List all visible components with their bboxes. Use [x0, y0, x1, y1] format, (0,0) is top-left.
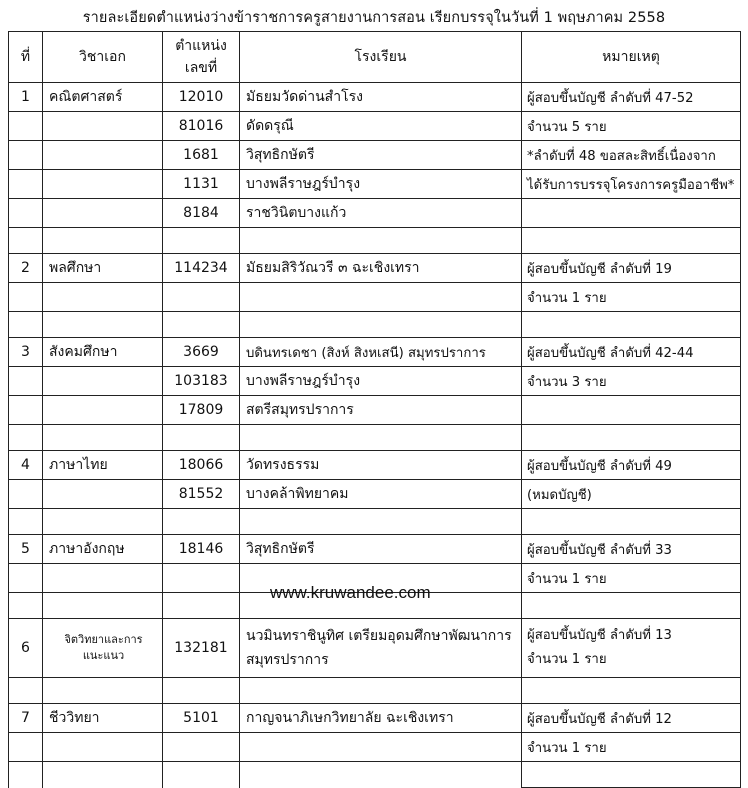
row-position — [163, 733, 240, 762]
row-position: 5101 — [163, 704, 240, 733]
row-remark: จำนวน 5 ราย — [522, 112, 741, 141]
row-remark: ได้รับการบรรจุโครงการครูมืออาชีพ* — [522, 170, 741, 199]
row-major: จิตวิทยาและการแนะแนว — [43, 619, 163, 678]
table-row — [9, 112, 741, 141]
row-no — [9, 141, 43, 170]
row-major — [43, 396, 163, 425]
row-position: 103183 — [163, 367, 240, 396]
row-major — [43, 283, 163, 312]
row-position: 3669 — [163, 338, 240, 367]
spacer-row — [9, 312, 741, 338]
document-title: รายละเอียดตำแหน่งว่างข้าราชการครูสายงานการสอน เรียกบรรจุในวันที่ 1 พฤษภาคม 2558 — [82, 10, 666, 26]
spacer-row — [9, 678, 741, 704]
row-no: 3 — [9, 338, 43, 367]
table-row — [9, 396, 741, 425]
header-position-line1: ตำแหน่ง — [175, 38, 227, 54]
table-row — [9, 83, 741, 112]
row-position — [163, 283, 240, 312]
row-no — [9, 199, 43, 228]
row-remark: (หมดบัญชี) — [522, 480, 741, 509]
row-school — [240, 283, 522, 312]
row-no — [9, 480, 43, 509]
row-major — [43, 170, 163, 199]
row-no: 2 — [9, 254, 43, 283]
spacer-row — [9, 762, 741, 788]
row-major — [43, 141, 163, 170]
row-school: วิสุทธิกษัตรี — [240, 535, 522, 564]
row-school: บางคล้าพิทยาคม — [240, 480, 522, 509]
table-row — [9, 170, 741, 199]
table-row — [9, 535, 741, 564]
row-remark: *ลำดับที่ 48 ขอสละสิทธิ์เนื่องจาก — [522, 141, 741, 170]
table-row — [9, 199, 741, 228]
row-no: 7 — [9, 704, 43, 733]
row-remark: จำนวน 1 ราย — [522, 733, 741, 762]
row-school: กาญจนาภิเษกวิทยาลัย ฉะเชิงเทรา — [240, 704, 522, 733]
row-school: บางพลีราษฎร์บำรุง — [240, 170, 522, 199]
row-no — [9, 564, 43, 593]
row-school: วัดทรงธรรม — [240, 451, 522, 480]
row-major — [43, 480, 163, 509]
row-no — [9, 396, 43, 425]
row-remark: ผู้สอบขึ้นบัญชี ลำดับที่ 12 — [522, 704, 741, 733]
table-row — [9, 451, 741, 480]
row-remark — [522, 199, 741, 228]
table-row — [9, 619, 741, 678]
row-remark: ผู้สอบขึ้นบัญชี ลำดับที่ 33 — [522, 535, 741, 564]
table-row — [9, 367, 741, 396]
row-no — [9, 733, 43, 762]
row-major — [43, 112, 163, 141]
row-position: 8184 — [163, 199, 240, 228]
row-school: มัธยมวัดด่านสำโรง — [240, 83, 522, 112]
row-remark: ผู้สอบขึ้นบัญชี ลำดับที่ 42-44 — [522, 338, 741, 367]
row-school: บดินทรเดชา (สิงห์ สิงหเสนี) สมุทรปราการ — [240, 338, 522, 367]
row-position: 17809 — [163, 396, 240, 425]
row-school: มัธยมสิริวัณวรี ๓ ฉะเชิงเทรา — [240, 254, 522, 283]
row-no — [9, 283, 43, 312]
row-remark — [522, 396, 741, 425]
row-no: 4 — [9, 451, 43, 480]
row-no — [9, 367, 43, 396]
header-school: โรงเรียน — [240, 32, 522, 83]
row-position — [163, 564, 240, 593]
row-major: สังคมศึกษา — [43, 338, 163, 367]
row-school: ดัดดรุณี — [240, 112, 522, 141]
row-position: 114234 — [163, 254, 240, 283]
table-row — [9, 338, 741, 367]
row-remark: จำนวน 1 ราย — [522, 564, 741, 593]
row-remark: จำนวน 1 ราย — [522, 283, 741, 312]
row-major: คณิตศาสตร์ — [43, 83, 163, 112]
table-header-row — [9, 32, 741, 83]
row-school: ราชวินิตบางแก้ว — [240, 199, 522, 228]
table-row — [9, 141, 741, 170]
row-major: ภาษาไทย — [43, 451, 163, 480]
row-remark-line2: จำนวน 1 ราย — [527, 652, 607, 667]
row-no — [9, 112, 43, 141]
row-school: วิสุทธิกษัตรี — [240, 141, 522, 170]
row-no: 6 — [9, 619, 43, 678]
table-row — [9, 283, 741, 312]
row-remark: ผู้สอบขึ้นบัญชี ลำดับที่ 47-52 — [522, 83, 741, 112]
header-major: วิชาเอก — [43, 32, 163, 83]
row-school: สตรีสมุทรปราการ — [240, 396, 522, 425]
row-position: 1131 — [163, 170, 240, 199]
row-remark: ผู้สอบขึ้นบัญชี ลำดับที่ 19 — [522, 254, 741, 283]
table-row — [9, 480, 741, 509]
row-major: ชีววิทยา — [43, 704, 163, 733]
spacer-row — [9, 509, 741, 535]
row-school: บางพลีราษฎร์บำรุง — [240, 367, 522, 396]
row-major — [43, 564, 163, 593]
row-school — [240, 733, 522, 762]
row-remark-line1: ผู้สอบขึ้นบัญชี ลำดับที่ 13 — [527, 628, 672, 643]
row-remark: ผู้สอบขึ้นบัญชี ลำดับที่ 49 — [522, 451, 741, 480]
vacancy-table — [8, 31, 741, 788]
row-position: 81016 — [163, 112, 240, 141]
row-no: 5 — [9, 535, 43, 564]
watermark-url: www.kruwandee.com — [270, 583, 431, 602]
row-major: ภาษาอังกฤษ — [43, 535, 163, 564]
header-no: ที่ — [9, 32, 43, 83]
row-position: 12010 — [163, 83, 240, 112]
table-row — [9, 254, 741, 283]
row-major: พลศึกษา — [43, 254, 163, 283]
row-school: นวมินทราชินูทิศ เตรียมอุดมศึกษาพัฒนาการ สมุทรปราการ — [240, 619, 522, 678]
row-position: 132181 — [163, 619, 240, 678]
spacer-row — [9, 425, 741, 451]
table-row — [9, 704, 741, 733]
table-row — [9, 733, 741, 762]
header-position — [163, 32, 240, 83]
row-major — [43, 199, 163, 228]
row-no — [9, 170, 43, 199]
row-major — [43, 733, 163, 762]
spacer-row — [9, 228, 741, 254]
row-major — [43, 367, 163, 396]
row-remark: จำนวน 3 ราย — [522, 367, 741, 396]
row-position: 18146 — [163, 535, 240, 564]
row-remark — [522, 619, 741, 678]
row-position: 1681 — [163, 141, 240, 170]
header-position-line2: เลขที่ — [184, 60, 218, 76]
row-position: 81552 — [163, 480, 240, 509]
row-no: 1 — [9, 83, 43, 112]
row-position: 18066 — [163, 451, 240, 480]
header-remark: หมายเหตุ — [522, 32, 741, 83]
